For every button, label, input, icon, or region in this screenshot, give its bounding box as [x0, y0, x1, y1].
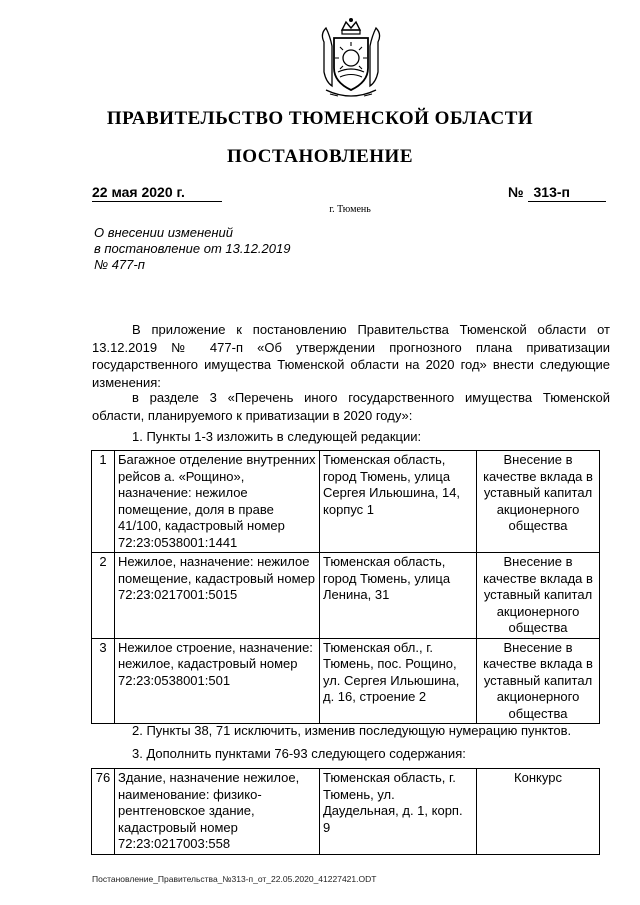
body-paragraph-item-2: 2. Пункты 38, 71 исключить, изменив последующую нумерацию пунктов. — [132, 723, 572, 738]
decree-number-label: № — [508, 184, 524, 200]
body-paragraph-section: в разделе 3 «Перечень иного государственного имущества Тюменской области, планируемого к приватизации в 2020 году»: — [92, 390, 610, 423]
government-title: ПРАВИТЕЛЬСТВО ТЮМЕНСКОЙ ОБЛАСТИ — [106, 108, 534, 129]
table-row — [92, 451, 600, 553]
coat-of-arms-icon — [318, 16, 384, 100]
subject-line-3: № 477-п — [94, 257, 145, 272]
privatization-method: Конкурс — [477, 769, 600, 855]
table-row — [92, 553, 600, 639]
body-paragraph-intro: В приложение к постановлению Правительства Тюменской области от 13.12.2019 № 477-п «Об утверждении прогнозного плана приватизации государственного имущества Тюменской области на 2020 год» внести следующие изменения: — [92, 322, 610, 390]
property-object: Нежилое, назначение: нежилое помещение, кадастровый номер 72:23:0217001:5015 — [115, 553, 320, 639]
row-number: 76 — [92, 769, 115, 855]
property-address: Тюменская область, г. Тюмень, ул. Даудельная, д. 1, корп. 9 — [320, 769, 477, 855]
property-object: Нежилое строение, назначение: нежилое, кадастровый номер 72:23:0538001:501 — [115, 638, 320, 724]
city: г. Тюмень — [329, 204, 371, 215]
property-table-replaced — [91, 450, 600, 724]
privatization-method: Внесение в качестве вклада в уставный капитал акционерного общества — [477, 638, 600, 724]
row-number: 3 — [92, 638, 115, 724]
body-paragraph-item-3: 3. Дополнить пунктами 76-93 следующего содержания: — [132, 746, 466, 761]
subject-line-2: в постановление от 13.12.2019 — [94, 241, 291, 256]
row-number: 2 — [92, 553, 115, 639]
privatization-method: Внесение в качестве вклада в уставный капитал акционерного общества — [477, 451, 600, 553]
document-type-title: ПОСТАНОВЛЕНИЕ — [226, 146, 414, 167]
property-address: Тюменская обл., г. Тюмень, пос. Рощино, ул. Сергея Ильюшина, д. 16, строение 2 — [320, 638, 477, 724]
property-object: Багажное отделение внутренних рейсов а. «Рощино», назначение: нежилое помещение, доля в праве 41/100, кадастровый номер 72:23:0538001:1441 — [115, 451, 320, 553]
property-object: Здание, назначение нежилое, наименование: физико-рентгеновское здание, кадастровый номер 72:23:0217003:558 — [115, 769, 320, 855]
row-number: 1 — [92, 451, 115, 553]
document-footer-filename: Постановление_Правительства_№313-п_от_22.05.2020_41227421.ODT — [92, 874, 377, 884]
body-paragraph-item-1: 1. Пункты 1-3 изложить в следующей редакции: — [132, 429, 422, 444]
property-table-added — [91, 768, 600, 855]
property-address: Тюменская область, город Тюмень, улица Ленина, 31 — [320, 553, 477, 639]
table-row — [92, 638, 600, 724]
decree-date: 22 мая 2020 г. — [92, 184, 222, 202]
decree-number: 313-п — [528, 184, 606, 202]
decree-number-block — [508, 184, 606, 202]
decree-subject — [94, 225, 290, 273]
subject-line-1: О внесении изменений — [94, 225, 233, 240]
privatization-method: Внесение в качестве вклада в уставный капитал акционерного общества — [477, 553, 600, 639]
table-row — [92, 769, 600, 855]
property-address: Тюменская область, город Тюмень, улица Сергея Ильюшина, 14, корпус 1 — [320, 451, 477, 553]
